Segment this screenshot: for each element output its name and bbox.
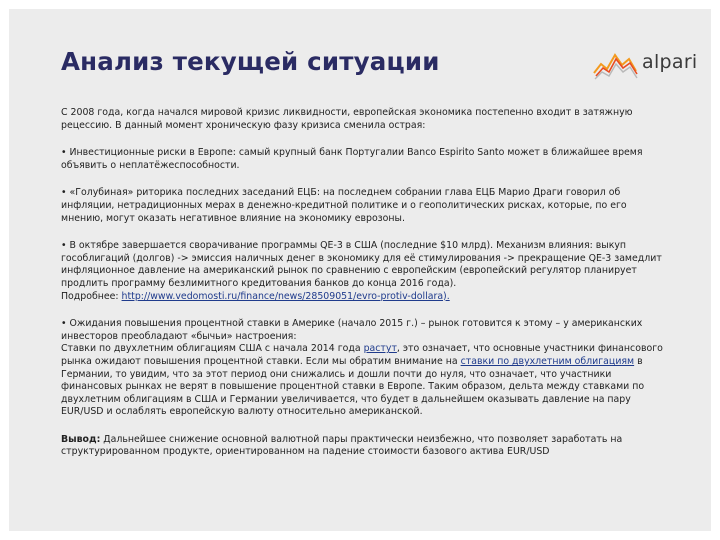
more-label: Подробнее: [61, 290, 122, 302]
conclusion-text: Дальнейшее снижение основной валютной пары практически неизбежно, что позволяет заработать на структурированном продукте, ориентированном на падение стоимости базового актива EUR/USD [61, 433, 623, 458]
bond-rates-link[interactable]: ставки по двухлетним облигациям [460, 355, 635, 367]
conclusion [61, 434, 671, 459]
rising-link[interactable]: растут [363, 343, 397, 355]
intro-paragraph: С 2008 года, когда начался мировой кризис ликвидности, европейская экономика постепенно входит в затяжную рецессию. В данный момент хроническую фазу кризиса сменила острая: [61, 107, 633, 131]
qe3-text: • В октябре завершается сворачивание программы QE-3 в США (последние $10 млрд). Механизм влияния: выкуп гособлигаций (долгов) -> эмиссия наличных денег в экономику для её стимулирования -> прекращение QE-3 замедлит инфляционное давление на американский рынок по сравнению с европейским (европейский регулятор планирует продлить программу безлимитного кредитования банков до конца 2016 года). [61, 240, 662, 289]
bullet-investment-risks: • Инвестиционные риски в Европе: самый крупный банк Португалии Banco Espirito Santo может в ближайшее время объявить о неплатёжеспособности. [61, 147, 643, 171]
rate-text-3: в Германии, то увидим, что за этот период они снижались и дошли почти до нуля, что означает, что участники финансовых рынках не верят в повышение процентной ставки в Европе. Таким образом, дельта между ставками по двухлетним облигациям в США и Германии увеличивается, что будет в дальнейшем оказывать давление на пару EUR/USD и ослаблять европейскую валюту относительно американской. [61, 355, 645, 418]
conclusion-label: Вывод: [61, 433, 101, 445]
bullet-ecb-rhetoric: • «Голубиная» риторика последних заседаний ЕЦБ: на последнем собрании глава ЕЦБ Марио Драги говорил об инфляции, нетрадиционных мерах в денежно-кредитной политике и о геополитических рисках, которые, по его мнению, могут оказать негативное влияние на экономику еврозоны. [61, 187, 627, 224]
logo-wordmark: alpari [642, 51, 698, 73]
alpari-logo [592, 49, 702, 85]
slide [9, 9, 711, 531]
rate-text-1: Ставки по двухлетним облигациям США с начала 2014 года [61, 343, 364, 355]
content [61, 107, 671, 474]
alpari-flame-logo-icon [592, 49, 640, 83]
bullet-rate-expectations [61, 318, 671, 419]
vedomosti-link[interactable]: http://www.vedomosti.ru/finance/news/28509051/evro-protiv-dollara). [121, 290, 450, 302]
rate-text-2: , это означает, что основные участники финансового рынка ожидают повышения процентной ставки. Если мы обратим внимание на [61, 343, 663, 367]
page-title: Анализ текущей ситуации [61, 47, 440, 76]
rate-intro: • Ожидания повышения процентной ставки в Америке (начало 2015 г.) – рынок готовится к этому – у американских инвесторов преобладают «бычьи» настроения: [61, 318, 643, 342]
bullet-qe3 [61, 240, 671, 303]
